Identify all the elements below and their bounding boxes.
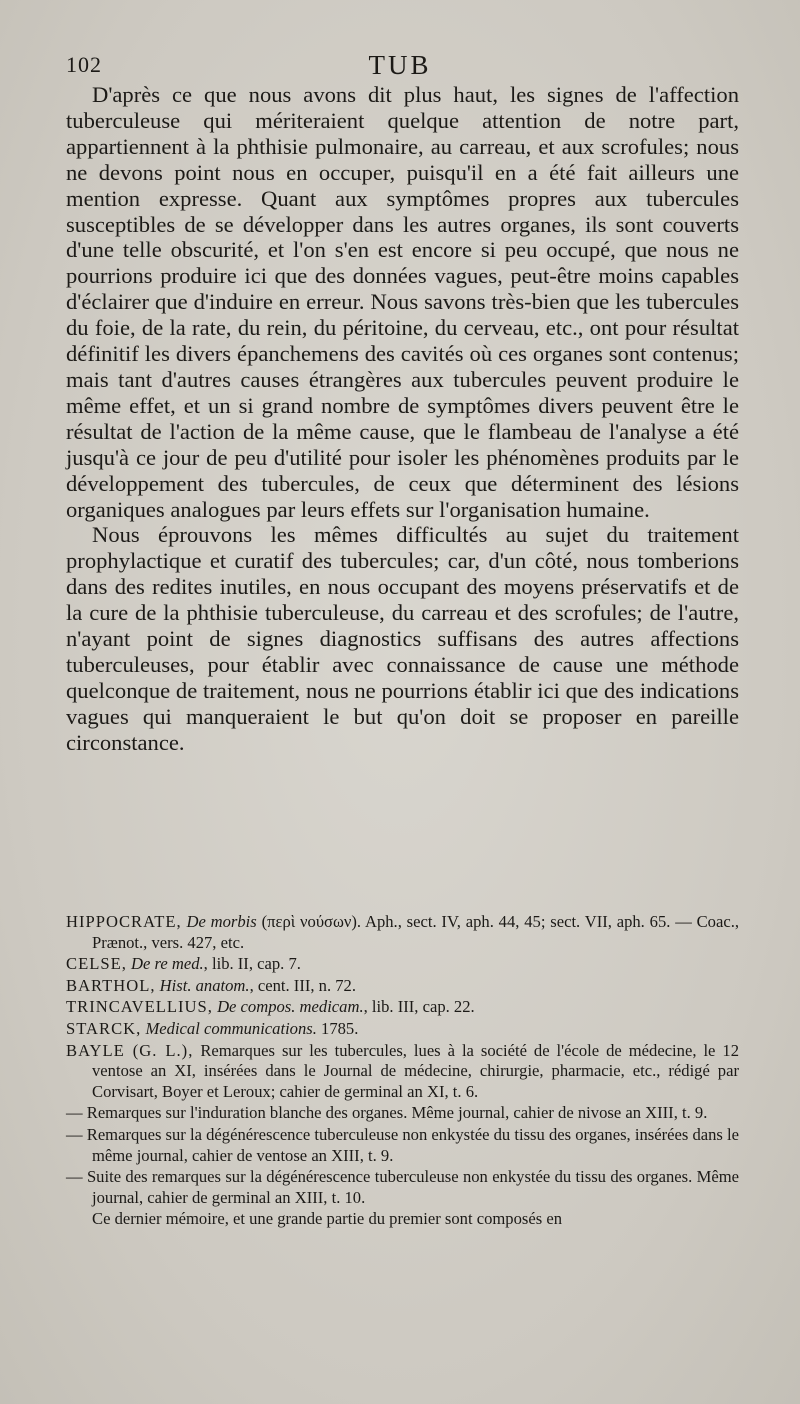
- reference: [66, 976, 739, 997]
- closing-line: [66, 1209, 739, 1230]
- reference-details: , lib. II, cap. 7.: [203, 954, 301, 974]
- reference-title: Hist. anatom.: [159, 975, 250, 995]
- reference-author: CELSE,: [66, 954, 127, 974]
- reference-details: , lib. III, cap. 22.: [363, 997, 475, 1017]
- reference: [66, 1041, 739, 1103]
- page-header: [0, 50, 800, 86]
- reference-author: TRINCAVELLIUS,: [66, 997, 213, 1017]
- reference-dash: —: [66, 1167, 83, 1187]
- running-head: TUB: [368, 50, 432, 80]
- paragraph: D'après ce que nous avons dit plus haut, les signes de l'affection tuberculeuse qui mériteraient quelque attention de notre part, appartiennent à la phthisie pulmonaire, au carreau, et aux scrofules; nous ne devons point nous en occuper, puisqu'il en a été fait ailleurs une mention expresse. Quant aux symptômes propres aux tubercules susceptibles de se développer dans les autres organes, ils sont couverts d'une telle obscurité, et l'on s'en est encore si peu occupé, que nous ne pourrions produire ici que des données vagues, peut-être moins capables d'éclairer que d'induire en erreur. Nous savons très-bien que les tubercules du foie, de la rate, du rein, du péritoine, du cerveau, etc., ont pour résultat définitif les divers épanchemens des cavités où ces organes sont contenus; mais tant d'autres causes étrangères aux tubercules peuvent produire le même effet, et un si grand nombre de symptômes divers peuvent être le résultat de l'action de la même cause, que le flambeau de l'analyse a été jusqu'à ce jour de peu d'utilité pour isoler les phénomènes produits par le développement des tubercules, de ceux que déterminent des lésions organiques analogues par leurs effets sur l'organisation humaine.: [66, 82, 739, 522]
- bibliography: [66, 912, 739, 1231]
- reference-dash: —: [66, 1103, 83, 1123]
- paragraph: Nous éprouvons les mêmes difficultés au sujet du traitement prophylactique et curatif des tubercules; car, d'un côté, nous tomberions dans des redites inutiles, en nous occupant des moyens préservatifs et de la cure de la phthisie tuberculeuse, du carreau et des scrofules; de l'autre, n'ayant point de signes diagnostics suffisans des autres affections tuberculeuses, pour établir avec connaissance de cause une méthode quelconque de traitement, nous ne pourrions établir ici que des indications vagues qui manqueraient le but qu'on doit se proposer en pareille circonstance.: [66, 522, 739, 755]
- reference-details: Remarques sur l'induration blanche des organes. Même journal, cahier de nivose an XIII, t. 9.: [86, 1103, 708, 1123]
- reference-author: BAYLE (G. L.),: [66, 1040, 194, 1060]
- reference-details: Remarques sur les tubercules, lues à la société de l'école de médecine, le 12 ventose an XI, insérées dans le Journal de médecine, chirurgie, pharmacie, etc., rédigé par Corvisart, Boyer et Leroux; cahier de germinal an XI, t. 6.: [92, 1040, 739, 1101]
- reference-author: HIPPOCRATE,: [66, 912, 182, 931]
- reference: [66, 1019, 739, 1040]
- reference: [66, 954, 739, 975]
- reference: [66, 1167, 739, 1208]
- reference-details: (περὶ νούσων). Aph., sect. IV, aph. 44, 45; sect. VII, aph. 65. — Coac., Prænot., vers. 427, etc.: [92, 912, 739, 952]
- page-number: 102: [66, 52, 102, 77]
- reference-title: Medical communications.: [145, 1018, 317, 1038]
- reference-title: De compos. medicam.: [217, 997, 364, 1017]
- reference: [66, 1103, 739, 1124]
- reference-author: BARTHOL,: [66, 975, 156, 995]
- reference: [66, 997, 739, 1018]
- reference-details: Suite des remarques sur la dégénérescence tuberculeuse non enkystée du tissu des organes. Même journal, cahier de germinal an XIII, t. 10.: [86, 1167, 739, 1207]
- reference-details: Remarques sur la dégénérescence tuberculeuse non enkystée du tissu des organes, insérées dans le même journal, cahier de ventose an XIII, t. 9.: [86, 1124, 739, 1165]
- reference-title: De morbis: [186, 912, 257, 931]
- reference-details: , cent. III, n. 72.: [249, 975, 357, 995]
- reference-title: De re med.: [131, 954, 204, 974]
- body-text: [66, 82, 739, 756]
- reference-author: STARCK,: [66, 1018, 142, 1038]
- reference-details: 1785.: [316, 1018, 359, 1038]
- closing-text: Ce dernier mémoire, et une grande partie du premier sont composés en: [92, 1209, 562, 1229]
- reference: [66, 1125, 739, 1166]
- reference: [66, 912, 739, 953]
- reference-dash: —: [66, 1124, 83, 1144]
